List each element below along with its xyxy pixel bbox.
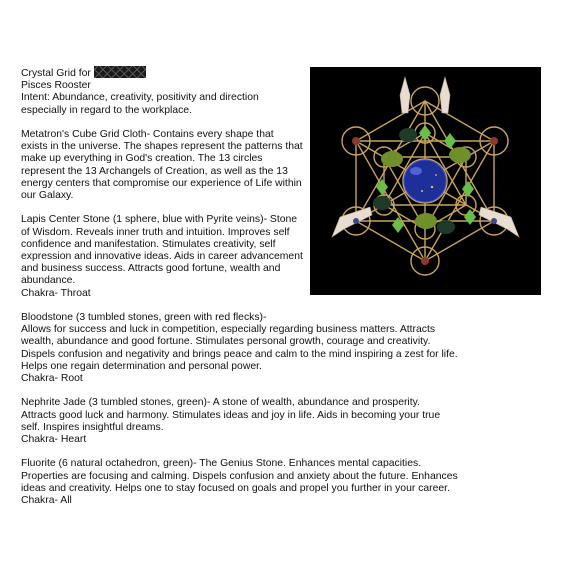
- subtitle: Pisces Rooster: [21, 80, 91, 92]
- fluorite-chakra: Chakra- All: [21, 495, 72, 507]
- bloodstone-chakra: Chakra- Root: [21, 373, 83, 385]
- metatron-section: Metatron's Cube Grid Cloth- Contains every shape that exists in the universe. The shapes represent the patterns that make up everything in God's creation. The 13 circles represent the 13 Archangels of Creation, as well as the 13 energy centers that compromise our experience of Life within our Galaxy.: [21, 129, 303, 202]
- title-line: [21, 66, 303, 80]
- bloodstone-line: Bloodstone (3 tumbled stones, green with red flecks)-: [21, 312, 267, 324]
- bloodstone-line: wealth, abundance and good fortune. Stimulates personal growth, courage and creativity.: [21, 336, 431, 348]
- jade-line: self. Inspires insightful dreams.: [21, 421, 164, 433]
- intent-text: Intent: Abundance, creativity, positivity and direction especially in regard to the workplace.: [21, 92, 259, 116]
- lapis-chakra: Chakra- Throat: [21, 287, 91, 299]
- redacted-name-block: [94, 66, 146, 78]
- jade-section: [21, 397, 541, 446]
- crystal-grid-description: [21, 66, 541, 519]
- lapis-description: Lapis Center Stone (1 sphere, blue with Pyrite veins)- Stone of Wisdom. Reveals inner truth and intuition. Improves self confidence and manifestation. Stimulates creativity, self expression and innovative ideas. Aids in career advancement and business success. Attracts good fortune, wealth and abundance.: [21, 214, 303, 287]
- fluorite-line: Properties are focusing and calming. Dispels confusion and anxiety about the future. Enhances: [21, 470, 458, 482]
- title-prefix: Crystal Grid for: [21, 68, 91, 79]
- jade-line: Attracts good luck and harmony. Stimulates ideas and joy in life. Aids in becoming your true: [21, 409, 441, 421]
- bloodstone-line: Helps one regain determination and personal power.: [21, 360, 262, 372]
- bloodstone-line: Allows for success and luck in competition, especially regarding business matters. Attracts: [21, 324, 436, 336]
- jade-chakra: Chakra- Heart: [21, 434, 87, 446]
- bloodstone-section: [21, 312, 541, 385]
- title-block: [21, 66, 303, 117]
- jade-line: Nephrite Jade (3 tumbled stones, green)- A stone of wealth, abundance and prosperity.: [21, 397, 420, 409]
- fluorite-line: ideas and creativity. Helps one to stay focused on goals and propel you further in your career.: [21, 482, 450, 494]
- fluorite-line: Fluorite (6 natural octahedron, green)- The Genius Stone. Enhances mental capacities.: [21, 458, 422, 470]
- fluorite-section: [21, 458, 541, 507]
- bloodstone-line: Dispels confusion and negativity and brings peace and calm to the mind inspiring a zest for life.: [21, 348, 458, 360]
- lapis-section: [21, 214, 303, 299]
